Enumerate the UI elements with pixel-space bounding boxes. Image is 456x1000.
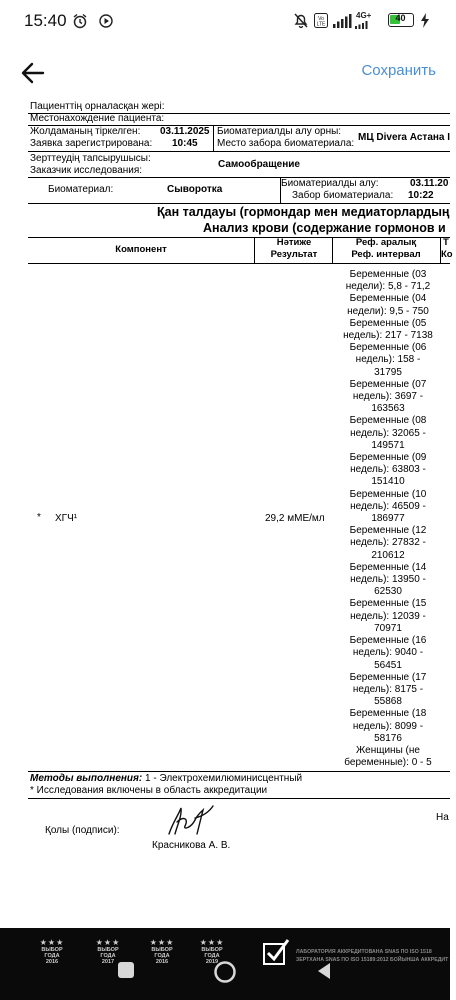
location-label-ru: Местонахождение пациента: — [30, 113, 165, 124]
save-button[interactable]: Сохранить — [361, 62, 436, 79]
ref-line: Беременные (04 — [349, 293, 427, 305]
col-component: Компонент — [115, 244, 167, 255]
alarm-icon — [72, 13, 88, 29]
battery-icon — [388, 13, 414, 27]
ref-line: 163563 — [371, 403, 405, 415]
component-name: ХГЧ¹ — [55, 513, 78, 524]
customer-value: Самообращение — [218, 159, 300, 170]
customer-label-kz: Зерттеудің тапсырушысы: — [30, 153, 151, 164]
footer-banner — [0, 928, 450, 1000]
ref-line: 70971 — [374, 622, 402, 634]
divider — [28, 177, 450, 178]
stars-icon: ★★★ — [39, 938, 65, 947]
signature-label: Қолы (подписи): — [45, 825, 120, 836]
col-result-kz: Нәтиже — [276, 237, 312, 248]
ref-line: недель): 8175 - — [352, 683, 424, 695]
status-bar — [0, 0, 450, 42]
signer-name: Красникова А. В. — [152, 840, 231, 851]
ref-line: недель): 13950 - — [350, 574, 426, 586]
ref-line: 56451 — [374, 659, 402, 671]
col-ref-ru: Реф. интервал — [351, 249, 421, 260]
ref-line: недель): 63803 - — [350, 464, 426, 476]
ref-line: 151410 — [371, 476, 405, 488]
ref-line: недель): 3697 - — [352, 391, 424, 403]
award-line2: ГОДА — [154, 953, 170, 959]
methods-value: 1 - Электрохемилюминисцентный — [145, 773, 303, 784]
media-icon — [98, 13, 114, 29]
svg-text:Vo: Vo — [318, 16, 324, 22]
signal-icon — [333, 14, 353, 28]
table-border — [28, 263, 450, 264]
ref-line: Беременные (15 — [349, 598, 427, 610]
ref-line: недель): 32065 - — [350, 427, 426, 439]
divider — [213, 125, 214, 151]
ref-line: Беременные (18 — [349, 708, 427, 720]
ref-line: Беременные (05 — [349, 317, 427, 329]
stars-icon: ★★★ — [199, 938, 225, 947]
ref-line: Беременные (17 — [349, 671, 427, 683]
divider — [28, 203, 450, 204]
report-document — [0, 101, 453, 928]
ref-line: Беременные (07 — [349, 378, 427, 390]
award-line1: ВЫБОР — [151, 947, 173, 953]
signature-image — [165, 804, 217, 838]
accreditation-line-1: ЛАБОРАТОРИЯ АККРЕДИТОВАНА SNAS ПО ISO 1518 — [296, 949, 432, 955]
ref-line: Беременные (16 — [349, 635, 427, 647]
ref-line: Беременные (03 — [349, 269, 427, 280]
checkbox-icon — [262, 938, 290, 966]
divider — [254, 237, 255, 263]
award-year: 2016 — [155, 959, 169, 965]
stars-icon: ★★★ — [149, 938, 175, 947]
collection-time: 10:22 — [408, 190, 434, 201]
ref-line: недели): 5,8 - 71,2 — [345, 281, 431, 293]
methods-label: Методы выполнения: — [30, 773, 143, 784]
divider — [28, 798, 450, 799]
award-line2: ГОДА — [44, 953, 60, 959]
referral-date: 03.11.2025 — [160, 126, 210, 137]
volte-icon — [314, 13, 328, 28]
customer-label-ru: Заказчик исследования: — [30, 165, 143, 176]
ref-line: Женщины (не — [356, 744, 420, 756]
ref-line: 149571 — [371, 439, 405, 451]
divider — [332, 237, 333, 263]
methods-line — [30, 773, 302, 785]
svg-text:LTE: LTE — [316, 21, 326, 28]
network-type: 4G+ — [356, 11, 372, 20]
arrow-left-icon[interactable] — [20, 60, 46, 86]
ref-line: 55868 — [374, 696, 402, 708]
report-title-kz: Қан талдауы (гормондар мен медиаторлардың — [157, 205, 450, 219]
ref-line: Беременные (06 — [349, 342, 427, 354]
app-bar — [0, 42, 450, 104]
table-border — [28, 771, 450, 772]
ref-line: недель): 27832 - — [350, 537, 426, 549]
clock-time: 15:40 — [24, 11, 67, 30]
ref-line: Беременные (12 — [349, 525, 427, 537]
collection-date: 03.11.20 — [410, 178, 449, 189]
site-label-ru: Место забора биоматериала: — [217, 138, 355, 149]
biomaterial-label: Биоматериал: — [48, 184, 114, 195]
ref-line: недель): 12039 - — [350, 610, 426, 622]
ref-line: недель): 217 - 7138 — [343, 330, 433, 342]
signature-right-label: На — [436, 812, 449, 823]
ref-line: 210612 — [371, 549, 405, 561]
ref-line: беременные): 0 - 5 — [344, 757, 432, 769]
collection-label-kz: Биоматериалды алу: — [281, 178, 379, 189]
ref-line: недели): 9,5 - 750 — [347, 305, 429, 317]
ref-line: 62530 — [374, 586, 402, 598]
ref-line: Беременные (14 — [349, 561, 427, 573]
back-nav-button[interactable] — [315, 961, 333, 981]
col-ref-kz: Реф. аралық — [355, 237, 417, 248]
ref-line: Беременные (09 — [349, 452, 427, 464]
ref-line: 31795 — [374, 366, 402, 378]
battery-level: 40 — [395, 13, 406, 23]
award-year: 2019 — [205, 959, 219, 965]
award-line2: ГОДА — [100, 953, 116, 959]
referral-label: Жолдаманың тіркелген: — [30, 126, 141, 137]
registered-label: Заявка зарегистрирована: — [30, 138, 153, 149]
ref-line: Беременные (10 — [349, 488, 427, 500]
notifications-off-icon — [293, 12, 309, 29]
accreditation-line-2: ЗЕРТХАНА SNAS ПО ISO 15189:2012 БОЙЫНША АККРЕДИТ — [296, 957, 449, 963]
award-line1: ВЫБОР — [41, 947, 63, 953]
col-extra-ru: Ко — [441, 249, 453, 260]
award-year: 2017 — [101, 959, 115, 965]
ref-line: недель): 8099 - — [352, 720, 424, 732]
award-line1: ВЫБОР — [97, 947, 119, 953]
ref-line: недель): 9040 - — [352, 647, 424, 659]
award-line2: ГОДА — [204, 953, 220, 959]
signal-bars-icon — [355, 21, 371, 29]
award-badge — [140, 938, 184, 978]
ref-line: 58176 — [374, 732, 402, 744]
home-button[interactable] — [213, 960, 237, 984]
site-label-kz: Биоматериалды алу орны: — [217, 126, 342, 137]
report-title-ru: Анализ крови (содержание гормонов и — [203, 221, 446, 235]
registered-time: 10:45 — [172, 138, 198, 149]
award-badge — [30, 938, 74, 978]
reference-interval — [338, 269, 438, 769]
collection-label-ru: Забор биоматериала: — [292, 190, 394, 201]
ref-line: недель): 46509 - — [350, 500, 426, 512]
accreditation-note: * Исследования включены в область аккредитации — [30, 785, 268, 796]
recent-apps-button[interactable] — [118, 962, 134, 978]
charging-icon — [420, 13, 430, 28]
stars-icon: ★★★ — [95, 938, 121, 947]
award-year: 2016 — [45, 959, 59, 965]
site-value: МЦ Divera Астана I — [358, 132, 451, 143]
ref-line: 186977 — [371, 513, 405, 525]
col-result-ru: Результат — [270, 249, 318, 260]
result-value: 29,2 мМЕ/мл — [265, 513, 325, 524]
row-marker: * — [37, 512, 41, 523]
ref-line: недель): 158 - — [355, 354, 421, 366]
location-label-kz: Пациенттің орналасқан жері: — [30, 101, 165, 112]
award-line1: ВЫБОР — [201, 947, 223, 953]
ref-line: Беременные (08 — [349, 415, 427, 427]
col-extra-kz: Т — [443, 237, 449, 248]
divider — [28, 151, 450, 152]
biomaterial-value: Сыворотка — [167, 184, 223, 195]
